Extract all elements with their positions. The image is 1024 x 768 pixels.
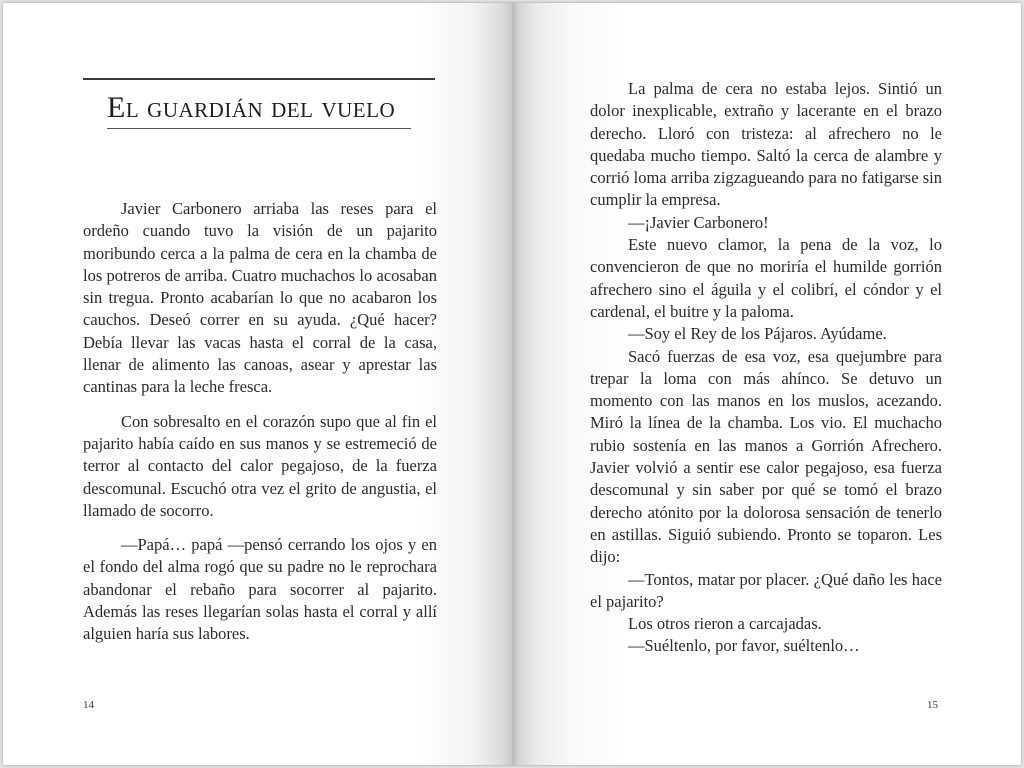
paragraph: La palma de cera no estaba lejos. Sintió un dolor inexplicable, extraño y lacerante en el brazo derecho. Lloró con tristeza: al afrechero no le quedaba mucho tiempo. Saltó la cerca de alambre y corrió loma arriba zigzagueando para no fatigarse sin cumplir la empresa. — [590, 79, 942, 210]
paragraph: Javier Carbonero arriaba las reses para el ordeño cuando tuvo la visión de un pajarito moribundo cerca a la palma de cera en la chamba de los potreros de arriba. Cuatro muchachos lo acosaban sin tregua. Pronto acabarían lo que no acabaron los cauchos. Deseó correr en su ayuda. ¿Qué hacer? Debía llevar las vacas hasta el corral de la casa, llenar de alimento las canoas, asear y aprestar las cantinas para la leche fresca. — [83, 199, 437, 397]
chapter-title: El guardián del vuelo — [107, 91, 396, 124]
title-rule-bottom — [107, 128, 411, 129]
chapter-heading — [83, 78, 435, 129]
paragraph: —Soy el Rey de los Pájaros. Ayúdame. — [628, 324, 887, 344]
paragraph: —Papá… papá —pensó cerrando los ojos y en el fondo del alma rogó que su padre no le reprochara abandonar el rebaño para socorrer al pajarito. Además las reses llegarían solas hasta el corral y allí alguien haría sus labores. — [83, 535, 437, 644]
right-page-number: 15 — [927, 699, 938, 711]
left-page — [3, 3, 512, 765]
open-book — [3, 3, 1021, 765]
paragraph: —Suéltenlo, por favor, suéltenlo… — [628, 636, 860, 656]
paragraph: Los otros rieron a carcajadas. — [628, 614, 822, 634]
left-page-text — [83, 198, 437, 646]
paragraph: —Tontos, matar por placer. ¿Qué daño les hace el pajarito? — [590, 569, 942, 611]
paragraph: Con sobresalto en el corazón supo que al fin el pajarito había caído en sus manos y se estremeció de terror al contacto del calor pegajoso, de la fuerza descomunal. Escuchó otra vez el grito de angustia, el llamado de socorro. — [83, 411, 437, 520]
paragraph: —¡Javier Carbonero! — [628, 212, 769, 232]
left-page-number: 14 — [83, 699, 94, 711]
right-page — [512, 3, 1021, 765]
title-rule-top — [83, 78, 435, 80]
right-page-text — [590, 78, 942, 658]
paragraph: Sacó fuerzas de esa voz, esa quejumbre para trepar la loma con más ahínco. Se detuvo un momento con las manos en los muslos, acezando. Miró la línea de la chamba. Los vio. El muchacho rubio sostenía en las manos a Gorrión Afrechero. Javier volvió a sentir ese calor pegajoso, esa fuerza descomunal y sin saber por qué se tomó el brazo derecho atónito por la dolorosa sensación de tenerlo en astillas. Siguió subiendo. Pronto se toparon. Les dijo: — [590, 346, 942, 567]
paragraph: Este nuevo clamor, la pena de la voz, lo convencieron de que no moriría el humilde gorrión afrechero sino el águila y el colibrí, el cóndor y el cardenal, el buitre y la paloma. — [590, 235, 942, 321]
